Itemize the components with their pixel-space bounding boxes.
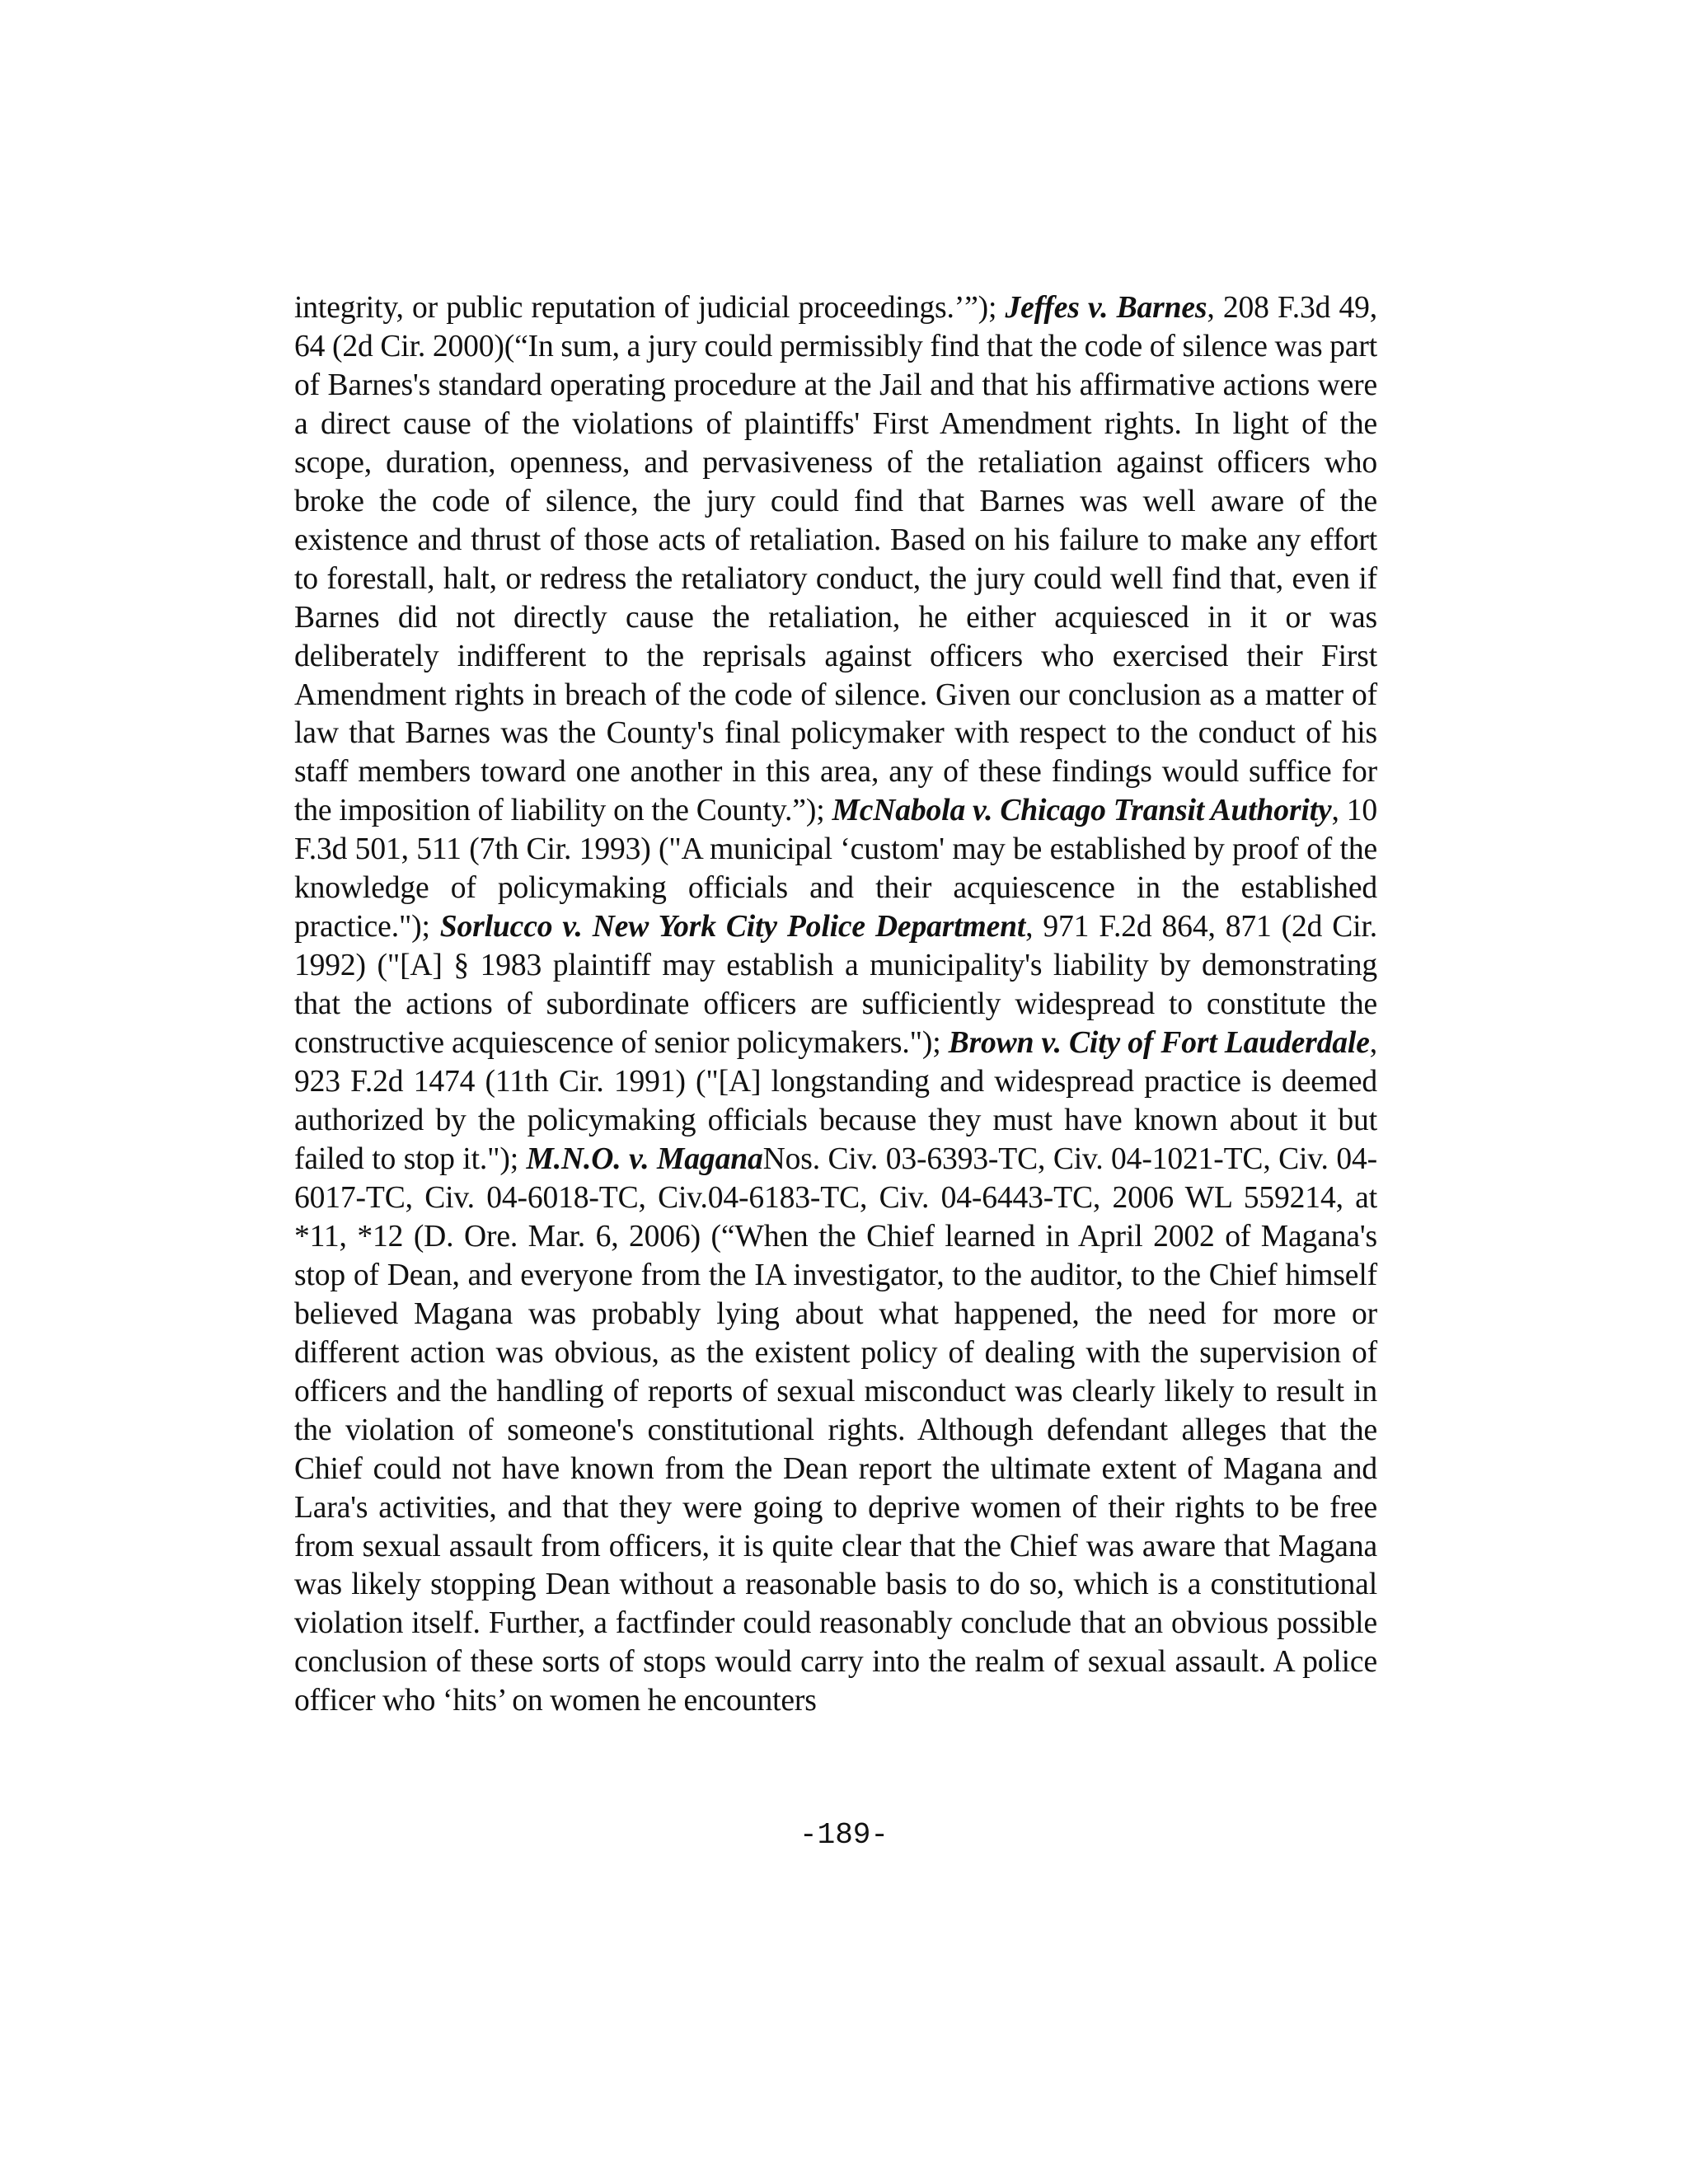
body-paragraph	[294, 289, 1377, 1721]
text-segment: integrity, or public reputation of judicial proceedings.’”);	[294, 291, 1006, 325]
text-segment: , 208 F.3d 49, 64 (2d Cir. 2000)(“In sum, a jury could permissibly find that the code of silence was part of Barnes's standard operating procedure at the Jail and that his affirmative actions were a direct cause of the violations of plaintiffs' First Amendment rights. In light of the scope, duration, openness, and pervasiveness of the retaliation against officers who broke the code of silence, the jury could find that Barnes was well aware of the existence and thrust of those acts of retaliation. Based on his failure to make any effort to forestall, halt, or redress the retaliatory conduct, the jury could well find that, even if Barnes did not directly cause the retaliation, he either acquiesced in it or was deliberately indifferent to the reprisals against officers who exercised their First Amendment rights in breach of the code of silence. Given our conclusion as a matter of law that Barnes was the County's final policymaker with respect to the conduct of his staff members toward one another in this area, any of these findings would suffice for the imposition of liability on the County.”);	[294, 291, 1377, 828]
text-segment: , 10 F.3d 501, 511 (7th Cir. 1993) ("A municipal ‘custom' may be established by proof of the knowledge of policymaking officials and their acquiescence in the established practice.");	[294, 794, 1378, 944]
text-segment: Nos. Civ. 03-6393-TC, Civ. 04-1021-TC, Civ. 04-6017-TC, Civ. 04-6018-TC, Civ.04-6183-TC, Civ. 04-6443-TC, 2006 WL 559214, at *11, *12 (D. Ore. Mar. 6, 2006) (“When the Chief learned in April 2002 of Magana's stop of Dean, and everyone from the IA investigator, to the auditor, to the Chief himself believed Magana was probably lying about what happened, the need for more or different action was obvious, as the existent policy of dealing with the supervision of officers and the handling of reports of sexual misconduct was clearly likely to result in the violation of someone's constitutional rights. Although defendant alleges that the Chief could not have known from the Dean report the ultimate extent of Magana and Lara's activities, and that they were going to deprive women of their rights to be free from sexual assault from officers, it is quite clear that the Chief was aware that Magana was likely stopping Dean without a reasonable basis to do so, which is a constitutional violation itself. Further, a factfinder could reasonably conclude that an obvious possible conclusion of these sorts of stops would carry into the realm of sexual assault. A police officer who ‘hits’ on women he encounters	[294, 1141, 1377, 1718]
case-citation-mcnabola: McNabola v. Chicago Transit Authority	[832, 794, 1332, 828]
page-number: -189-	[799, 1818, 889, 1852]
text-segment: , 971 F.2d 864, 871 (2d Cir. 1992) ("[A] § 1983 plaintiff may establish a municipality's liability by demonstrating that the actions of subordinate officers are sufficiently widespread to constitute the constructive acquiescence of senior policymakers.");	[294, 910, 1377, 1061]
text-segment: , 923 F.2d 1474 (11th Cir. 1991) ("[A] longstanding and widespread practice is deemed authorized by the policymaking officials because they must have known about it but failed to stop it.");	[294, 1026, 1377, 1176]
case-citation-jeffes: Jeffes v. Barnes	[1005, 291, 1207, 325]
case-citation-brown: Brown v. City of Fort Lauderdale	[948, 1026, 1370, 1061]
case-citation-mno: M.N.O. v. Magana	[526, 1141, 763, 1176]
case-citation-sorlucco: Sorlucco v. New York City Police Department	[439, 910, 1026, 944]
